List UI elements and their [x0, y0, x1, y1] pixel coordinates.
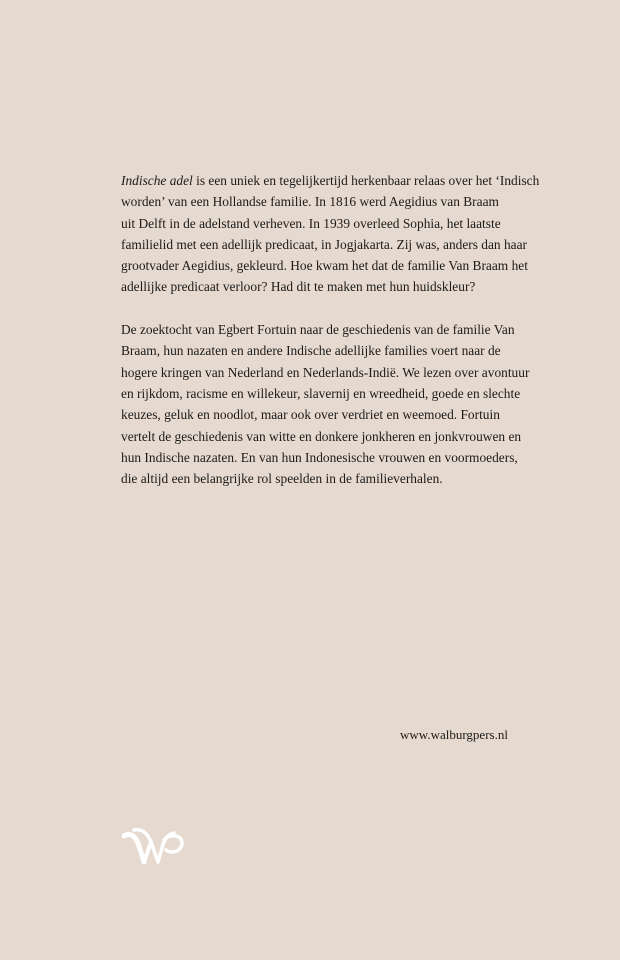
- blurb-line: worden’ van een Hollandse familie. In 1816 werd Aegidius van Braam: [121, 194, 499, 210]
- blurb-paragraph-1: [121, 170, 540, 298]
- blurb-paragraph-2: [121, 319, 530, 489]
- blurb-line: is een uniek en tegelijkertijd herkenbaar relaas over het ‘Indisch: [192, 173, 540, 188]
- blurb-line: hun Indische nazaten. En van hun Indonesische vrouwen en voormoeders,: [121, 449, 518, 465]
- book-title-italic: Indische adel: [121, 173, 193, 188]
- blurb-line: keuzes, geluk en noodlot, maar ook over verdriet en weemoed. Fortuin: [121, 407, 500, 423]
- blurb-line: familielid met een adellijk predicaat, in Jogjakarta. Zij was, anders dan haar: [121, 236, 528, 252]
- blurb-line: De zoektocht van Egbert Fortuin naar de geschiedenis van de familie Van: [121, 322, 515, 338]
- blurb-line: adellijke predicaat verloor? Had dit te maken met hun huidskleur?: [121, 279, 476, 295]
- blurb-line: Braam, hun nazaten en andere Indische adellijke families voert naar de: [121, 343, 501, 359]
- publisher-url[interactable]: www.walburgpers.nl: [400, 727, 508, 742]
- blurb-line: grootvader Aegidius, gekleurd. Hoe kwam het dat de familie Van Braam het: [121, 258, 528, 274]
- blurb-line: vertelt de geschiedenis van witte en donkere jonkheren en jonkvrouwen en: [121, 428, 522, 444]
- blurb-line: en rijkdom, racisme en willekeur, slavernij en wreedheid, goede en slechte: [121, 385, 521, 401]
- blurb-line: uit Delft in de adelstand verheven. In 1939 overleed Sophia, het laatste: [121, 215, 501, 231]
- wp-monogram-icon: [122, 826, 186, 866]
- blurb-line: hogere kringen van Nederland en Nederlands-Indië. We lezen over avontuur: [121, 364, 530, 380]
- blurb-line: die altijd een belangrijke rol speelden in de familieverhalen.: [121, 471, 443, 487]
- back-cover-blurb: [121, 170, 540, 489]
